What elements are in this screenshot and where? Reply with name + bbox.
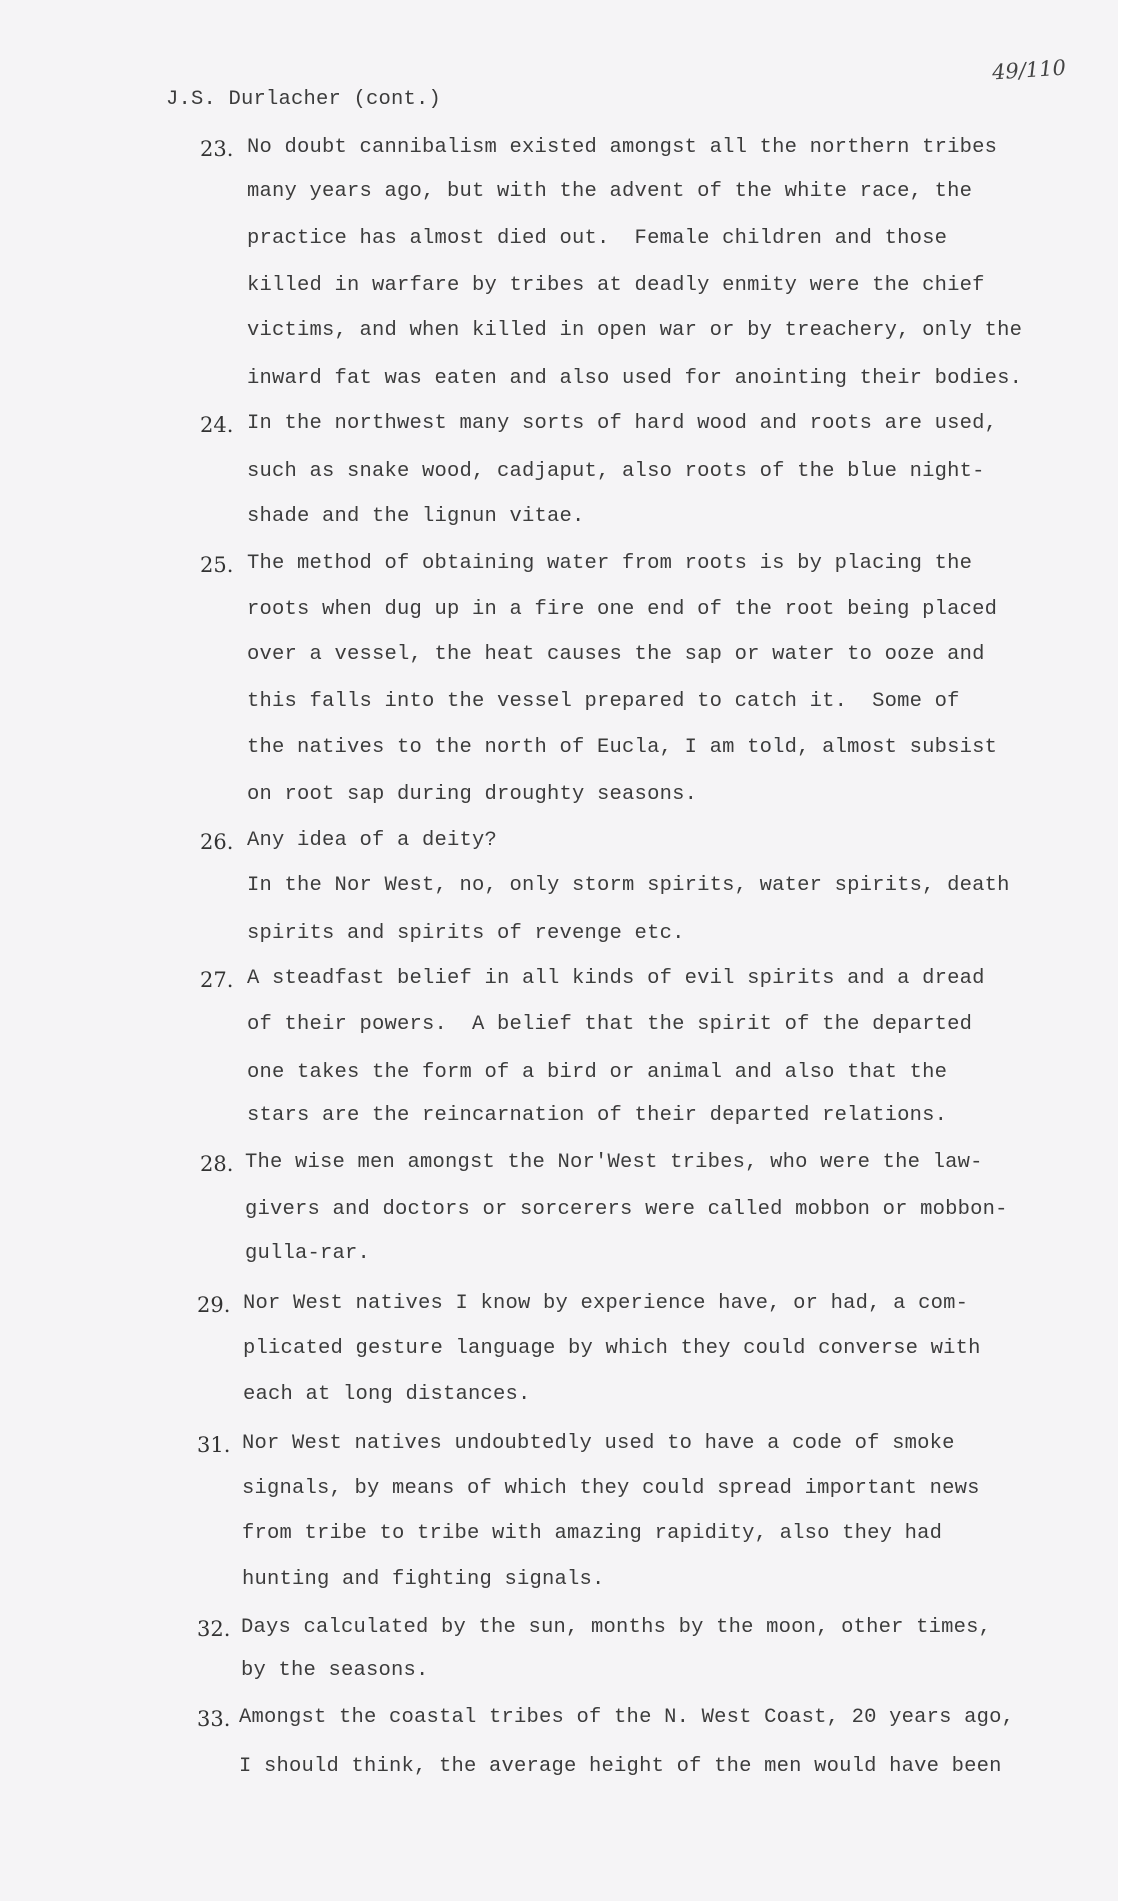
entry-line: hunting and fighting signals. [242,1568,605,1591]
entry-line: Nor West natives I know by experience have, or had, a com- [243,1292,969,1315]
entry-number: 29. [197,1293,231,1317]
entry-line: Days calculated by the sun, months by the moon, other times, [241,1616,992,1639]
entry-number: 31. [197,1433,231,1457]
document-header: J.S. Durlacher (cont.) [166,88,442,111]
entry-line: over a vessel, the heat causes the sap or water to ooze and [247,643,985,666]
entry-line: inward fat was eaten and also used for anointing their bodies. [247,367,1023,390]
entry-line: gulla-rar. [245,1242,371,1265]
entry-line: shade and the lignun vitae. [247,505,585,528]
entry-line: on root sap during droughty seasons. [247,783,698,806]
entry-line: victims, and when killed in open war or by treachery, only the [247,319,1023,342]
entry-line: killed in warfare by tribes at deadly enmity were the chief [247,274,985,297]
entry-line: No doubt cannibalism existed amongst all the northern tribes [247,136,998,159]
entry-number: 32. [197,1617,231,1641]
entry-line: one takes the form of a bird or animal and also that the [247,1061,948,1084]
entry-line: roots when dug up in a fire one end of the root being placed [247,598,998,621]
entry-number: 28. [200,1152,234,1176]
entry-line: stars are the reincarnation of their departed relations. [247,1104,948,1127]
entry-line: In the Nor West, no, only storm spirits, water spirits, death [247,874,1010,897]
entry-line: spirits and spirits of revenge etc. [247,922,685,945]
entry-number: 25. [200,553,234,577]
entry-line: this falls into the vessel prepared to catch it. Some of [247,690,960,713]
entry-line: plicated gesture language by which they could converse with [243,1337,981,1360]
entry-line: A steadfast belief in all kinds of evil spirits and a dread [247,967,985,990]
entry-line: I should think, the average height of the men would have been [239,1755,1002,1778]
entry-line: each at long distances. [243,1383,531,1406]
entry-line: such as snake wood, cadjaput, also roots of the blue night- [247,460,985,483]
page-number: 49/110 [991,55,1067,85]
entry-line: givers and doctors or sorcerers were called mobbon or mobbon- [245,1198,1008,1221]
entry-number: 27. [200,968,234,992]
entry-number: 23. [200,137,234,161]
entry-line: from tribe to tribe with amazing rapidity, also they had [242,1522,943,1545]
entry-line: by the seasons. [241,1659,429,1682]
entry-line: In the northwest many sorts of hard wood and roots are used, [247,412,998,435]
entry-line: practice has almost died out. Female children and those [247,227,948,250]
entry-number: 24. [200,413,234,437]
entry-line: The method of obtaining water from roots is by placing the [247,552,973,575]
entry-line: The wise men amongst the Nor'West tribes, who were the law- [245,1151,983,1174]
entry-line: Amongst the coastal tribes of the N. West Coast, 20 years ago, [239,1706,1015,1729]
entry-line: signals, by means of which they could spread important news [242,1477,980,1500]
entry-line: the natives to the north of Eucla, I am told, almost subsist [247,736,998,759]
entry-number: 33. [197,1707,231,1731]
entry-line: Nor West natives undoubtedly used to have a code of smoke [242,1432,955,1455]
entry-line: of their powers. A belief that the spirit of the departed [247,1013,973,1036]
entry-line: many years ago, but with the advent of the white race, the [247,180,973,203]
entry-line: Any idea of a deity? [247,829,498,852]
entry-number: 26. [200,830,234,854]
